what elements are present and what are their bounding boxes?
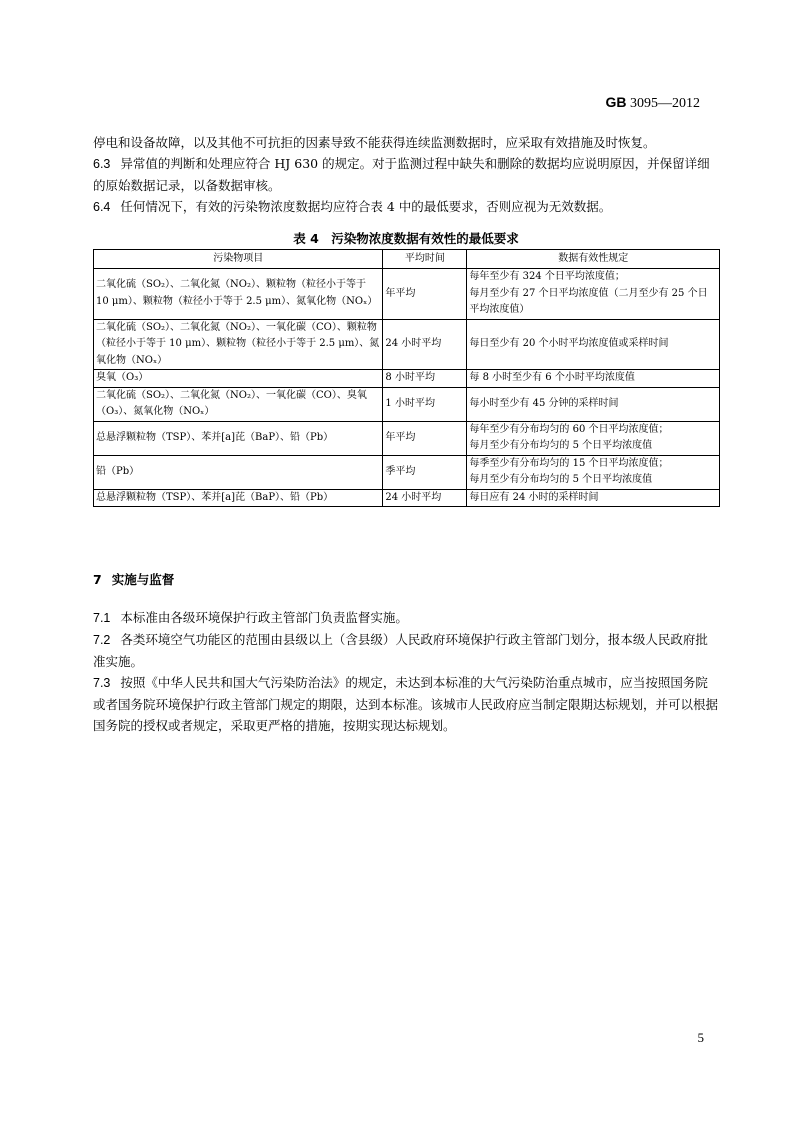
cell-avg-time: 8 小时平均 [383, 370, 467, 388]
paragraph [93, 153, 719, 196]
cell-rule: 每年至少有 324 个日平均浓度值； 每月至少有 27 个日平均浓度值（二月至少有 25 个日平均浓度值） [467, 269, 720, 320]
cell-pollutant: 二氧化硫（SO₂）、二氧化氮（NO₂）、颗粒物（粒径小于等于 10 μm）、颗粒物（粒径小于等于 2.5 μm）、氮氧化物（NOₓ） [94, 269, 383, 320]
standard-code [606, 94, 701, 112]
table-row [94, 455, 720, 489]
table-row [94, 387, 720, 421]
cell-avg-time: 季平均 [383, 455, 467, 489]
data-validity-table [93, 249, 720, 507]
paragraph-text: 本标准由各级环境保护行政主管部门负责监督实施。 [120, 610, 408, 625]
standard-prefix: GB [605, 94, 627, 110]
cell-pollutant: 二氧化硫（SO₂）、二氧化氮（NO₂）、一氧化碳（CO）、臭氧（O₃）、氮氧化物（NOₓ） [94, 387, 383, 421]
table-title: 表 4 污染物浓度数据有效性的最低要求 [293, 231, 519, 246]
clause-number: 7.1 [93, 611, 111, 625]
section-number: 7 [93, 572, 102, 587]
section-title: 实施与监督 [111, 572, 175, 587]
cell-rule: 每 8 小时至少有 6 个小时平均浓度值 [467, 370, 720, 388]
cell-pollutant: 总悬浮颗粒物（TSP）、苯并[a]芘（BaP）、铅（Pb） [94, 489, 383, 507]
table-row [94, 370, 720, 388]
table-row [94, 319, 720, 370]
paragraph [93, 196, 719, 218]
paragraph-text: 停电和设备故障，以及其他不可抗拒的因素导致不能获得连续监测数据时，应采取有效措施及时恢复。 [93, 135, 656, 150]
header-avg-time: 平均时间 [383, 250, 467, 269]
paragraph-text: 任何情况下，有效的污染物浓度数据均应符合表 4 中的最低要求，否则应视为无效数据。 [120, 199, 612, 214]
cell-pollutant: 二氧化硫（SO₂）、二氧化氮（NO₂）、一氧化碳（CO）、颗粒物（粒径小于等于 10 μm）、颗粒物（粒径小于等于 2.5 μm）、氮氧化物（NOₓ） [94, 319, 383, 370]
standard-number: 3095—2012 [630, 96, 700, 111]
cell-pollutant: 臭氧（O₃） [94, 370, 383, 388]
cell-rule: 每小时至少有 45 分钟的采样时间 [467, 387, 720, 421]
section6-continuation [93, 132, 719, 218]
cell-pollutant: 铅（Pb） [94, 455, 383, 489]
cell-pollutant: 总悬浮颗粒物（TSP）、苯并[a]芘（BaP）、铅（Pb） [94, 421, 383, 455]
cell-avg-time: 年平均 [383, 269, 467, 320]
paragraph [93, 629, 719, 672]
paragraph-text: 按照《中华人民共和国大气污染防治法》的规定，未达到本标准的大气污染防治重点城市，应当按照国务院或者国务院环境保护行政主管部门规定的期限，达到本标准。该城市人民政府应当制定限期达标规划，并可以根据国务院的授权或者规定，采取更严格的措施，按期实现达标规划。 [93, 675, 719, 733]
section7-heading [93, 570, 174, 588]
clause-number: 7.2 [93, 633, 111, 647]
cell-rule: 每日至少有 20 个小时平均浓度值或采样时间 [467, 319, 720, 370]
cell-avg-time: 年平均 [383, 421, 467, 455]
section7-body [93, 607, 719, 736]
paragraph [93, 607, 719, 629]
paragraph [93, 132, 719, 153]
cell-rule: 每年至少有分布均匀的 60 个日平均浓度值； 每月至少有分布均匀的 5 个日平均浓度值 [467, 421, 720, 455]
clause-number: 6.4 [93, 200, 111, 214]
table-row [94, 269, 720, 320]
table-header-row [94, 250, 720, 269]
paragraph [93, 672, 719, 736]
cell-avg-time: 1 小时平均 [383, 387, 467, 421]
cell-avg-time: 24 小时平均 [383, 489, 467, 507]
cell-avg-time: 24 小时平均 [383, 319, 467, 370]
paragraph-text: 各类环境空气功能区的范围由县级以上（含县级）人民政府环境保护行政主管部门划分，报本级人民政府批准实施。 [93, 632, 708, 669]
clause-number: 6.3 [93, 157, 111, 171]
paragraph-text: 异常值的判断和处理应符合 HJ 630 的规定。对于监测过程中缺失和删除的数据均应说明原因，并保留详细的原始数据记录，以备数据审核。 [93, 156, 710, 193]
header-pollutant: 污染物项目 [94, 250, 383, 269]
page-number: 5 [697, 1030, 704, 1045]
clause-number: 7.3 [93, 676, 111, 690]
table-row [94, 489, 720, 507]
table-row [94, 421, 720, 455]
cell-rule: 每日应有 24 小时的采样时间 [467, 489, 720, 507]
cell-rule: 每季至少有分布均匀的 15 个日平均浓度值； 每月至少有分布均匀的 5 个日平均浓度值 [467, 455, 720, 489]
header-validity-rule: 数据有效性规定 [467, 250, 720, 269]
